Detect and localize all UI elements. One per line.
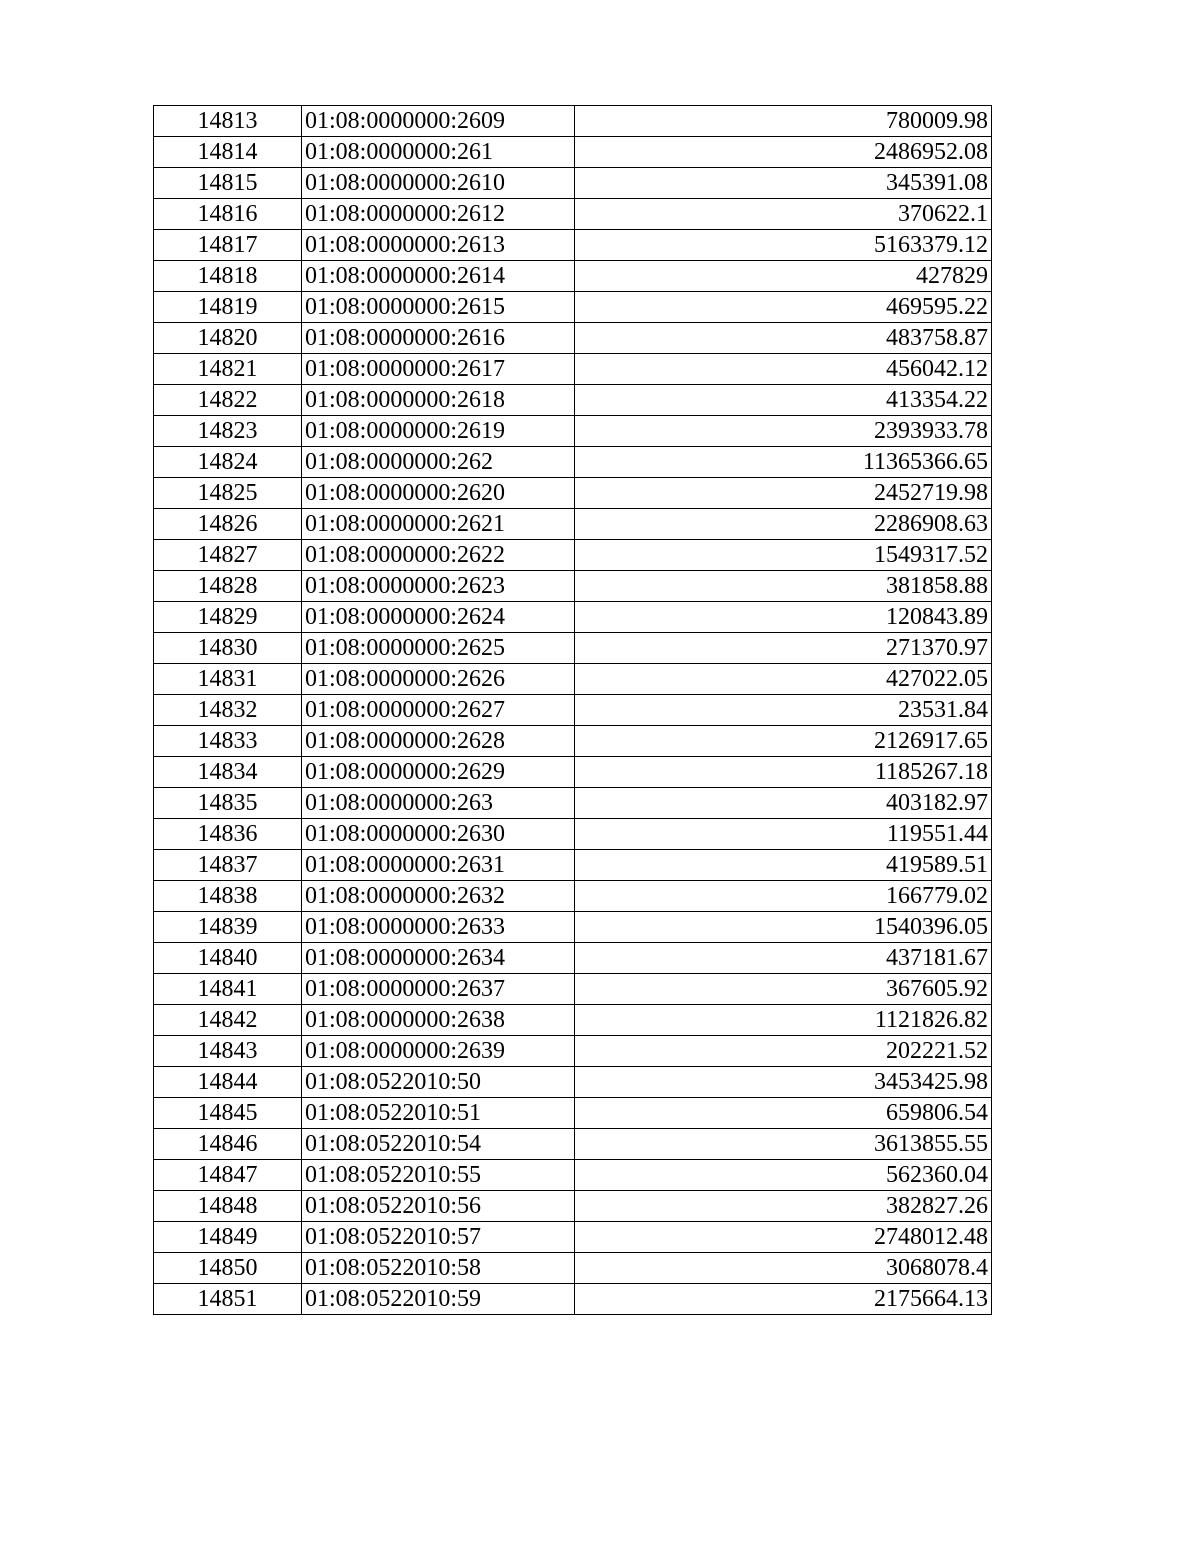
table-row <box>154 354 992 385</box>
table-row <box>154 1222 992 1253</box>
value-cell: 427829 <box>575 261 992 292</box>
cadastral-code-cell: 01:08:0522010:54 <box>302 1129 575 1160</box>
value-cell: 437181.67 <box>575 943 992 974</box>
row-number-cell: 14849 <box>154 1222 302 1253</box>
value-cell: 1121826.82 <box>575 1005 992 1036</box>
value-cell: 2486952.08 <box>575 137 992 168</box>
row-number-cell: 14840 <box>154 943 302 974</box>
row-number-cell: 14818 <box>154 261 302 292</box>
data-table <box>153 105 992 1315</box>
table-row <box>154 447 992 478</box>
row-number-cell: 14817 <box>154 230 302 261</box>
value-cell: 3453425.98 <box>575 1067 992 1098</box>
cadastral-code-cell: 01:08:0000000:2618 <box>302 385 575 416</box>
cadastral-code-cell: 01:08:0000000:261 <box>302 137 575 168</box>
row-number-cell: 14819 <box>154 292 302 323</box>
value-cell: 3613855.55 <box>575 1129 992 1160</box>
value-cell: 166779.02 <box>575 881 992 912</box>
value-cell: 120843.89 <box>575 602 992 633</box>
row-number-cell: 14826 <box>154 509 302 540</box>
table-row <box>154 633 992 664</box>
table-row <box>154 912 992 943</box>
cadastral-code-cell: 01:08:0000000:2627 <box>302 695 575 726</box>
row-number-cell: 14815 <box>154 168 302 199</box>
value-cell: 370622.1 <box>575 199 992 230</box>
cadastral-code-cell: 01:08:0000000:2612 <box>302 199 575 230</box>
table-row <box>154 602 992 633</box>
cadastral-code-cell: 01:08:0522010:50 <box>302 1067 575 1098</box>
row-number-cell: 14822 <box>154 385 302 416</box>
row-number-cell: 14850 <box>154 1253 302 1284</box>
table-row <box>154 509 992 540</box>
value-cell: 1549317.52 <box>575 540 992 571</box>
table-row <box>154 1253 992 1284</box>
cadastral-code-cell: 01:08:0522010:57 <box>302 1222 575 1253</box>
row-number-cell: 14834 <box>154 757 302 788</box>
cadastral-code-cell: 01:08:0000000:2631 <box>302 850 575 881</box>
table-row <box>154 726 992 757</box>
table-row <box>154 1005 992 1036</box>
row-number-cell: 14845 <box>154 1098 302 1129</box>
row-number-cell: 14830 <box>154 633 302 664</box>
row-number-cell: 14816 <box>154 199 302 230</box>
row-number-cell: 14824 <box>154 447 302 478</box>
table-row <box>154 571 992 602</box>
value-cell: 3068078.4 <box>575 1253 992 1284</box>
value-cell: 780009.98 <box>575 106 992 137</box>
table-row <box>154 1129 992 1160</box>
value-cell: 23531.84 <box>575 695 992 726</box>
cadastral-code-cell: 01:08:0000000:2637 <box>302 974 575 1005</box>
row-number-cell: 14846 <box>154 1129 302 1160</box>
table-row <box>154 540 992 571</box>
table-row <box>154 137 992 168</box>
cadastral-code-cell: 01:08:0000000:263 <box>302 788 575 819</box>
value-cell: 562360.04 <box>575 1160 992 1191</box>
cadastral-code-cell: 01:08:0000000:2617 <box>302 354 575 385</box>
value-cell: 413354.22 <box>575 385 992 416</box>
row-number-cell: 14836 <box>154 819 302 850</box>
cadastral-code-cell: 01:08:0522010:51 <box>302 1098 575 1129</box>
row-number-cell: 14848 <box>154 1191 302 1222</box>
value-cell: 2393933.78 <box>575 416 992 447</box>
value-cell: 469595.22 <box>575 292 992 323</box>
table-row <box>154 261 992 292</box>
cadastral-code-cell: 01:08:0000000:2623 <box>302 571 575 602</box>
cadastral-code-cell: 01:08:0000000:2634 <box>302 943 575 974</box>
row-number-cell: 14825 <box>154 478 302 509</box>
table-row <box>154 478 992 509</box>
data-table-body <box>154 106 992 1315</box>
cadastral-code-cell: 01:08:0000000:2610 <box>302 168 575 199</box>
cadastral-code-cell: 01:08:0000000:2632 <box>302 881 575 912</box>
table-row <box>154 323 992 354</box>
value-cell: 367605.92 <box>575 974 992 1005</box>
table-row <box>154 1160 992 1191</box>
value-cell: 2126917.65 <box>575 726 992 757</box>
cadastral-code-cell: 01:08:0000000:2613 <box>302 230 575 261</box>
row-number-cell: 14832 <box>154 695 302 726</box>
value-cell: 419589.51 <box>575 850 992 881</box>
value-cell: 2175664.13 <box>575 1284 992 1315</box>
row-number-cell: 14838 <box>154 881 302 912</box>
value-cell: 2748012.48 <box>575 1222 992 1253</box>
cadastral-code-cell: 01:08:0000000:2615 <box>302 292 575 323</box>
table-row <box>154 1067 992 1098</box>
table-row <box>154 385 992 416</box>
table-row <box>154 106 992 137</box>
cadastral-code-cell: 01:08:0000000:262 <box>302 447 575 478</box>
cadastral-code-cell: 01:08:0000000:2630 <box>302 819 575 850</box>
value-cell: 1540396.05 <box>575 912 992 943</box>
value-cell: 11365366.65 <box>575 447 992 478</box>
cadastral-code-cell: 01:08:0000000:2628 <box>302 726 575 757</box>
row-number-cell: 14847 <box>154 1160 302 1191</box>
table-row <box>154 199 992 230</box>
cadastral-code-cell: 01:08:0000000:2638 <box>302 1005 575 1036</box>
table-row <box>154 230 992 261</box>
cadastral-code-cell: 01:08:0000000:2609 <box>302 106 575 137</box>
cadastral-code-cell: 01:08:0000000:2614 <box>302 261 575 292</box>
cadastral-code-cell: 01:08:0000000:2625 <box>302 633 575 664</box>
cadastral-code-cell: 01:08:0522010:59 <box>302 1284 575 1315</box>
row-number-cell: 14844 <box>154 1067 302 1098</box>
value-cell: 403182.97 <box>575 788 992 819</box>
row-number-cell: 14833 <box>154 726 302 757</box>
row-number-cell: 14828 <box>154 571 302 602</box>
cadastral-code-cell: 01:08:0522010:56 <box>302 1191 575 1222</box>
cadastral-code-cell: 01:08:0000000:2622 <box>302 540 575 571</box>
row-number-cell: 14820 <box>154 323 302 354</box>
table-row <box>154 292 992 323</box>
cadastral-code-cell: 01:08:0000000:2620 <box>302 478 575 509</box>
row-number-cell: 14821 <box>154 354 302 385</box>
value-cell: 1185267.18 <box>575 757 992 788</box>
table-row <box>154 1036 992 1067</box>
table-row <box>154 788 992 819</box>
table-row <box>154 416 992 447</box>
row-number-cell: 14842 <box>154 1005 302 1036</box>
table-row <box>154 695 992 726</box>
value-cell: 119551.44 <box>575 819 992 850</box>
row-number-cell: 14813 <box>154 106 302 137</box>
cadastral-code-cell: 01:08:0000000:2616 <box>302 323 575 354</box>
cadastral-code-cell: 01:08:0522010:55 <box>302 1160 575 1191</box>
table-row <box>154 974 992 1005</box>
value-cell: 456042.12 <box>575 354 992 385</box>
cadastral-code-cell: 01:08:0000000:2624 <box>302 602 575 633</box>
value-cell: 382827.26 <box>575 1191 992 1222</box>
row-number-cell: 14823 <box>154 416 302 447</box>
table-row <box>154 1191 992 1222</box>
table-row <box>154 943 992 974</box>
row-number-cell: 14841 <box>154 974 302 1005</box>
value-cell: 5163379.12 <box>575 230 992 261</box>
value-cell: 345391.08 <box>575 168 992 199</box>
value-cell: 271370.97 <box>575 633 992 664</box>
table-row <box>154 850 992 881</box>
row-number-cell: 14835 <box>154 788 302 819</box>
table-row <box>154 168 992 199</box>
value-cell: 483758.87 <box>575 323 992 354</box>
cadastral-code-cell: 01:08:0000000:2639 <box>302 1036 575 1067</box>
table-row <box>154 757 992 788</box>
row-number-cell: 14814 <box>154 137 302 168</box>
table-row <box>154 1284 992 1315</box>
row-number-cell: 14827 <box>154 540 302 571</box>
value-cell: 659806.54 <box>575 1098 992 1129</box>
cadastral-code-cell: 01:08:0000000:2626 <box>302 664 575 695</box>
cadastral-code-cell: 01:08:0000000:2633 <box>302 912 575 943</box>
value-cell: 381858.88 <box>575 571 992 602</box>
value-cell: 427022.05 <box>575 664 992 695</box>
cadastral-code-cell: 01:08:0000000:2619 <box>302 416 575 447</box>
cadastral-code-cell: 01:08:0000000:2621 <box>302 509 575 540</box>
row-number-cell: 14843 <box>154 1036 302 1067</box>
row-number-cell: 14851 <box>154 1284 302 1315</box>
value-cell: 2286908.63 <box>575 509 992 540</box>
table-row <box>154 664 992 695</box>
table-row <box>154 819 992 850</box>
row-number-cell: 14829 <box>154 602 302 633</box>
table-row <box>154 881 992 912</box>
row-number-cell: 14839 <box>154 912 302 943</box>
cadastral-code-cell: 01:08:0522010:58 <box>302 1253 575 1284</box>
row-number-cell: 14837 <box>154 850 302 881</box>
row-number-cell: 14831 <box>154 664 302 695</box>
table-row <box>154 1098 992 1129</box>
cadastral-code-cell: 01:08:0000000:2629 <box>302 757 575 788</box>
value-cell: 202221.52 <box>575 1036 992 1067</box>
value-cell: 2452719.98 <box>575 478 992 509</box>
